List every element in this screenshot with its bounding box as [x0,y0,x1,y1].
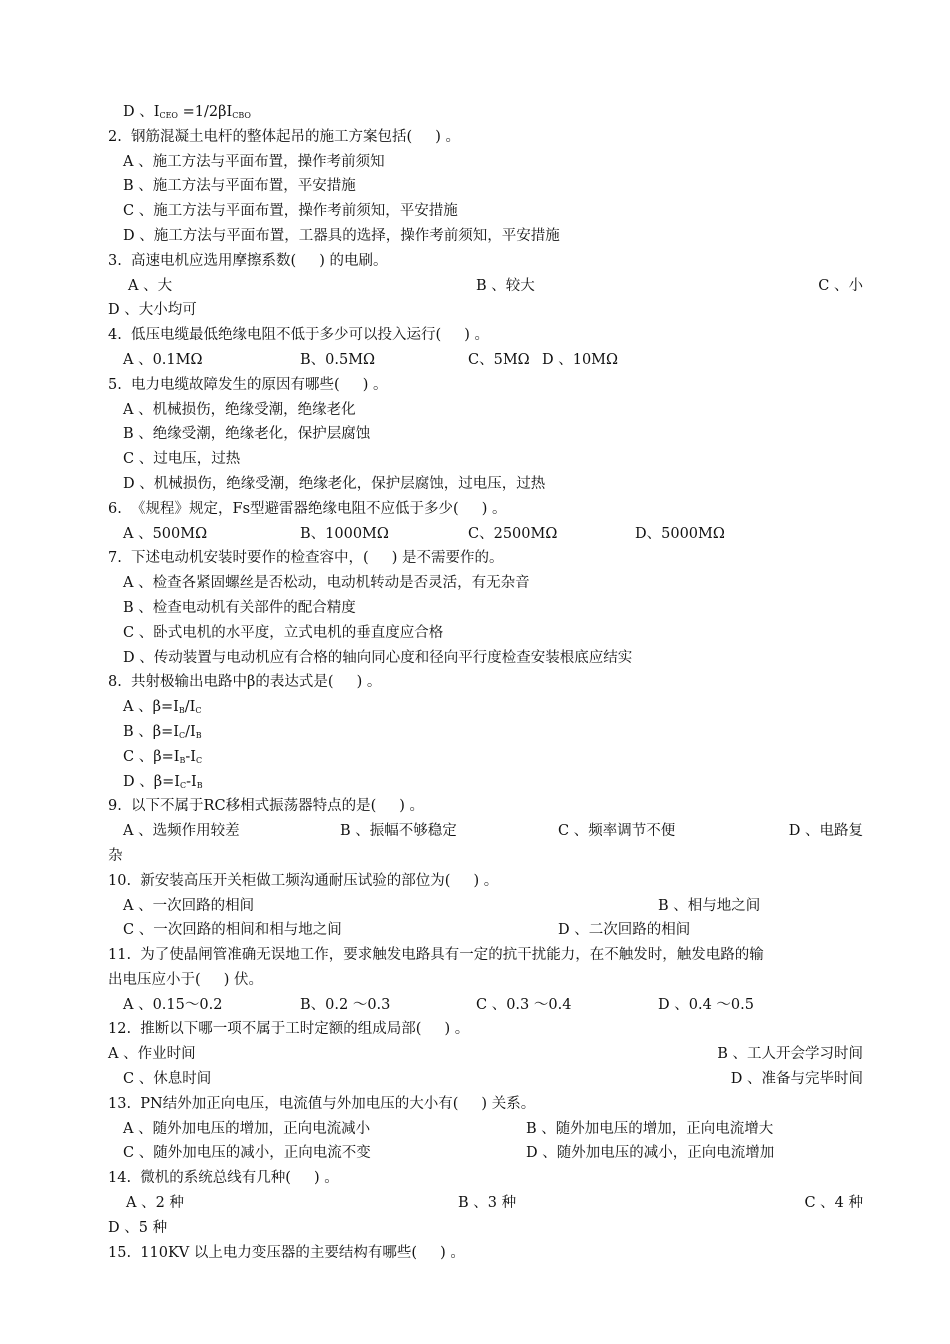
option-row [108,1067,863,1092]
option-row [108,918,863,943]
option-line: A 、施工方法与平面布置，操作考前须知 [123,153,385,170]
option-c: C、5MΩ [468,351,530,368]
option-b: B 、随外加电压的增加，正向电流增大 [526,1120,774,1137]
option-line: D 、大小均可 [108,302,197,319]
option-d: D、5000MΩ [635,525,725,542]
option-c: C 、随外加电压的减小，正向电流不变 [123,1145,371,1162]
option-c: C 、4 种 [804,1195,863,1212]
option-line: C 、$\beta=I_B-I_C$ [123,748,203,765]
option-row [108,1117,863,1142]
option-d: D 、电路复 [788,823,863,840]
option-line: B 、施工方法与平面布置，平安措施 [123,178,356,195]
option-line: D 、$I_{CEO} =1/2\beta I_{CBO}$ [123,104,251,120]
option-c: C 、休息时间 [123,1071,212,1088]
option-c: C 、频率调节不便 [558,823,676,840]
option-d: D 、随外加电压的减小，正向电流增加 [526,1145,775,1162]
option-row [108,1042,863,1067]
option-row [108,1191,863,1216]
option-a: A 、2 种 [126,1195,184,1212]
option-row [108,993,863,1018]
option-a: A 、大 [128,277,173,294]
option-row [108,522,863,547]
option-a: A 、选频作用较差 [123,823,240,840]
option-c: C 、一次回路的相间和相与地之间 [123,922,342,939]
option-line: D 、5 种 [108,1219,168,1236]
option-line: D 、$\beta=I_C-I_B$ [123,773,203,790]
option-line: A 、$\beta=I_B/I_C$ [123,699,202,716]
option-b: B 、相与地之间 [658,897,761,914]
document-page [108,100,863,1265]
question-7: 7. 下述电动机安装时要作的检查容中，( ) 是不需要作的。 [108,550,504,567]
question-15: 15. 110KV 以上电力变压器的主要结构有哪些( ) 。 [108,1244,465,1261]
option-b: B、1000MΩ [300,525,389,542]
question-3: 3. 高速电机应选用摩擦系数( ) 的电刷。 [108,252,388,269]
question-12: 12. 推断以下哪一项不属于工时定额的组成局部( ) 。 [108,1021,470,1038]
option-line: B 、$\beta=I_C/I_B$ [123,723,202,740]
option-a: A 、随外加电压的增加，正向电流减小 [123,1120,371,1137]
question-11: 11. 为了使晶闸管准确无误地工作，要求触发电路具有一定的抗干扰能力，在不触发时，触发电路的输 [108,947,764,964]
option-a: A 、一次回路的相间 [123,897,255,914]
question-2: 2. 钢筋混凝土电杆的整体起吊的施工方案包括( ) 。 [108,128,461,145]
option-a: A 、作业时间 [108,1046,196,1063]
question-8: 8. 共射极输出电路中β的表达式是( ) 。 [108,674,382,691]
option-b: B 、工人开会学习时间 [717,1046,863,1063]
option-line: B 、检查电动机有关部件的配合精度 [123,599,356,616]
option-c: C 、0.3 ～0.4 [476,996,572,1013]
option-line: D 、传动装置与电动机应有合格的轴向同心度和径向平行度检查安装根底应结实 [123,649,633,666]
option-row [108,819,863,844]
option-line: A 、机械损伤，绝缘受潮，绝缘老化 [123,401,356,418]
option-row [108,1141,863,1166]
option-d: D 、0.4 ～0.5 [658,996,754,1013]
option-c: C、2500MΩ [468,525,558,542]
option-b: B 、振幅不够稳定 [340,823,457,840]
option-line: C 、施工方法与平面布置，操作考前须知，平安措施 [123,203,458,220]
option-a: A 、0.15～0.2 [123,996,223,1013]
option-row [108,894,863,919]
option-line: D 、施工方法与平面布置，工器具的选择，操作考前须知，平安措施 [123,227,560,244]
option-line: A 、检查各紧固螺丝是否松动，电动机转动是否灵活，有无杂音 [123,575,530,592]
question-5: 5. 电力电缆故障发生的原因有哪些( ) 。 [108,376,388,393]
question-4: 4. 低压电缆最低绝缘电阻不低于多少可以投入运行( ) 。 [108,327,490,344]
question-10: 10. 新安装高压开关柜做工频沟通耐压试验的部位为( ) 。 [108,872,499,889]
question-13: 13. PN结外加正向电压，电流值与外加电压的大小有( ) 关系。 [108,1095,536,1112]
option-row [108,348,863,373]
option-line: B 、绝缘受潮，绝缘老化，保护层腐蚀 [123,426,371,443]
option-line: C 、卧式电机的水平度，立式电机的垂直度应合格 [123,624,444,641]
question-6: 6. 《规程》规定，Fs型避雷器绝缘电阻不应低于多少( ) 。 [108,500,507,517]
option-d: D 、二次回路的相间 [558,922,691,939]
option-line: D 、机械损伤，绝缘受潮，绝缘老化，保护层腐蚀，过电压，过热 [123,475,546,492]
option-b: B、0.5MΩ [300,351,376,368]
option-row [108,274,863,299]
option-line: C 、过电压，过热 [123,451,241,468]
option-d: D 、10MΩ [542,351,619,368]
option-b: B、0.2 ～0.3 [300,996,391,1013]
option-a: A 、500MΩ [123,525,208,542]
option-a: A 、0.1MΩ [123,351,203,368]
option-c: C 、小 [818,277,863,294]
option-b: B 、较大 [476,277,535,294]
option-b: B 、3 种 [458,1195,517,1212]
question-11-cont: 出电压应小于( ) 伏。 [108,971,263,988]
question-9: 9. 以下不属于RC移相式振荡器特点的是( ) 。 [108,798,425,815]
option-line: 杂 [108,847,123,864]
option-d: D 、准备与完毕时间 [730,1071,863,1088]
question-14: 14. 微机的系统总线有几种( ) 。 [108,1170,339,1187]
